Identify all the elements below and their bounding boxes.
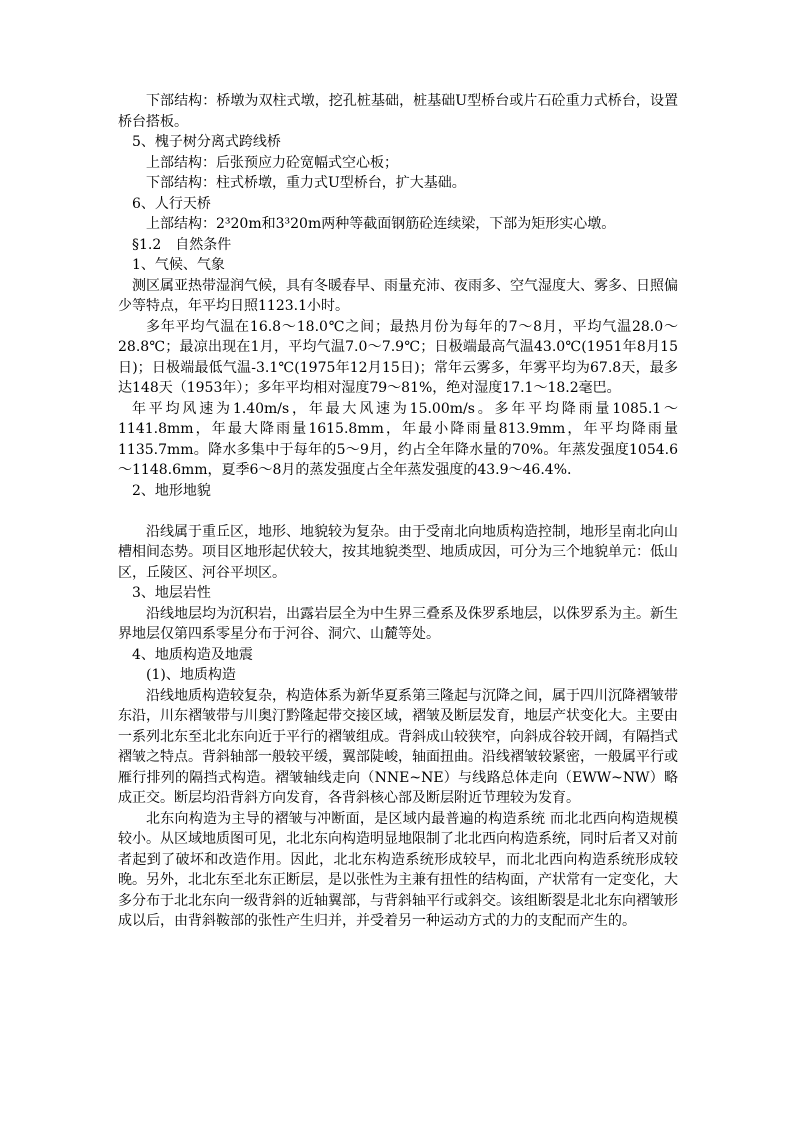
paragraph-superstructure-3: 上部结构：2³20m和3³20m两种等截面钢筋砼连续梁，下部为矩形实心墩。: [146, 216, 616, 232]
section-heading-natural-conditions: §1.2 自然条件: [132, 236, 232, 253]
heading-stratum: 3、地层岩性: [132, 585, 211, 601]
subheading-geologic-structure: (1)、地质构造: [146, 667, 236, 683]
heading-climate: 1、气候、气象: [132, 257, 225, 273]
blank-line: [118, 501, 678, 522]
paragraph-substructure-2: 下部结构：柱式桥墩，重力式U型桥台，扩大基础。: [146, 175, 466, 191]
heading-pedestrian-bridge: 6、人行天桥: [132, 195, 211, 212]
heading-huaizishu-bridge: 5、槐子树分离式跨线桥: [132, 134, 281, 150]
paragraph-temperature: 多年平均气温在16.8～18.0℃之间；最热月份为每年的7～8月，平均气温28.0～28.8℃；最凉出现在1月，平均气温7.0～7.9℃；日极端最高气温43.0℃(1951年8月15日)；日极端最低气温-3.1℃(1975年12月15日)；常年云雾多，年雾平均为67.8天，最多达148天（1953年）；多年平均相对湿度79～81%，绝对湿度17.1～18.2毫巴。: [118, 318, 678, 396]
paragraph-substructure: 下部结构：桥墩为双柱式墩，挖孔桩基础，桩基础U型桥台或片石砼重力式桥台，设置桥台搭板。: [118, 93, 678, 130]
paragraph-climate-overview: 测区属亚热带湿润气候，具有冬暖春早、雨量充沛、夜雨多、空气湿度大、雾多、日照偏少等特点，年平均日照1123.1小时。: [118, 277, 678, 314]
paragraph-landform: 沿线属于重丘区，地形、地貌较为复杂。由于受南北向地质构造控制，地形呈南北向山槽相间态势。项目区地形起伏较大，按其地貌类型、地质成因，可分为三个地貌单元：低山区，丘陵区、河谷平坝区。: [118, 523, 678, 581]
paragraph-geologic-structure: 沿线地质构造较复杂，构造体系为新华夏系第三隆起与沉降之间，属于四川沉降褶皱带东沿，川东褶皱带与川奥汀黔隆起带交接区域，褶皱及断层发育，地层产状变化大。主要由一系列北东至北北东向近于平行的褶皱组成。背斜成山较狭窄，向斜成谷较开阔，有隔挡式褶皱之特点。背斜轴部一般较平缓，翼部陡峻，轴面扭曲。沿线褶皱较紧密，一般属平行或雁行排列的隔挡式构造。褶皱轴线走向（NNE~NE）与线路总体走向（EWW~NW）略成正交。断层均沿背斜方向发育，各背斜核心部及断层附近节理较为发育。: [118, 687, 678, 806]
paragraph-superstructure-2: 上部结构：后张预应力砼宽幅式空心板；: [146, 154, 398, 171]
paragraph-northeast-structure: 北东向构造为主导的褶皱与冲断面，是区域内最普遍的构造系统 而北北西向构造规模较小。从区域地质图可见，北北东向构造明显地限制了北北西向构造系统，同时后者又对前者起到了破坏和改造作用。因此，北北东构造系统形成较早，而北北西向构造系统形成较晚。另外，北北东至北东正断层，是以张性为主兼有扭性的结构面，产状常有一定变化，大多分布于北北东向一级背斜的近轴翼部，与背斜轴平行或斜交。该组断裂是北北东向褶皱形成以后，由背斜鞍部的张性产生归并，并受着另一种运动方式的力的支配而产生的。: [118, 810, 678, 929]
heading-geology-earthquake: 4、地质构造及地震: [132, 646, 253, 663]
heading-landform: 2、地形地貌: [132, 482, 211, 499]
paragraph-wind-rainfall: 年平均风速为1.40m/s，年最大风速为15.00m/s。多年平均降雨量1085.1～1141.8mm，年最大降雨量1615.8mm，年最小降雨量813.9mm，年平均降雨量1135.7mm。降水多集中于每年的5～9月，约占全年降水量的70%。年蒸发强度1054.6～1148.6mm，夏季6～8月的蒸发强度占全年蒸发强度的43.9～46.4%.: [118, 400, 678, 478]
paragraph-stratum: 沿线地层均为沉积岩，出露岩层全为中生界三叠系及侏罗系地层，以侏罗系为主。新生界地层仅第四系零星分布于河谷、洞穴、山麓等处。: [118, 605, 678, 642]
document-body: [118, 91, 678, 932]
